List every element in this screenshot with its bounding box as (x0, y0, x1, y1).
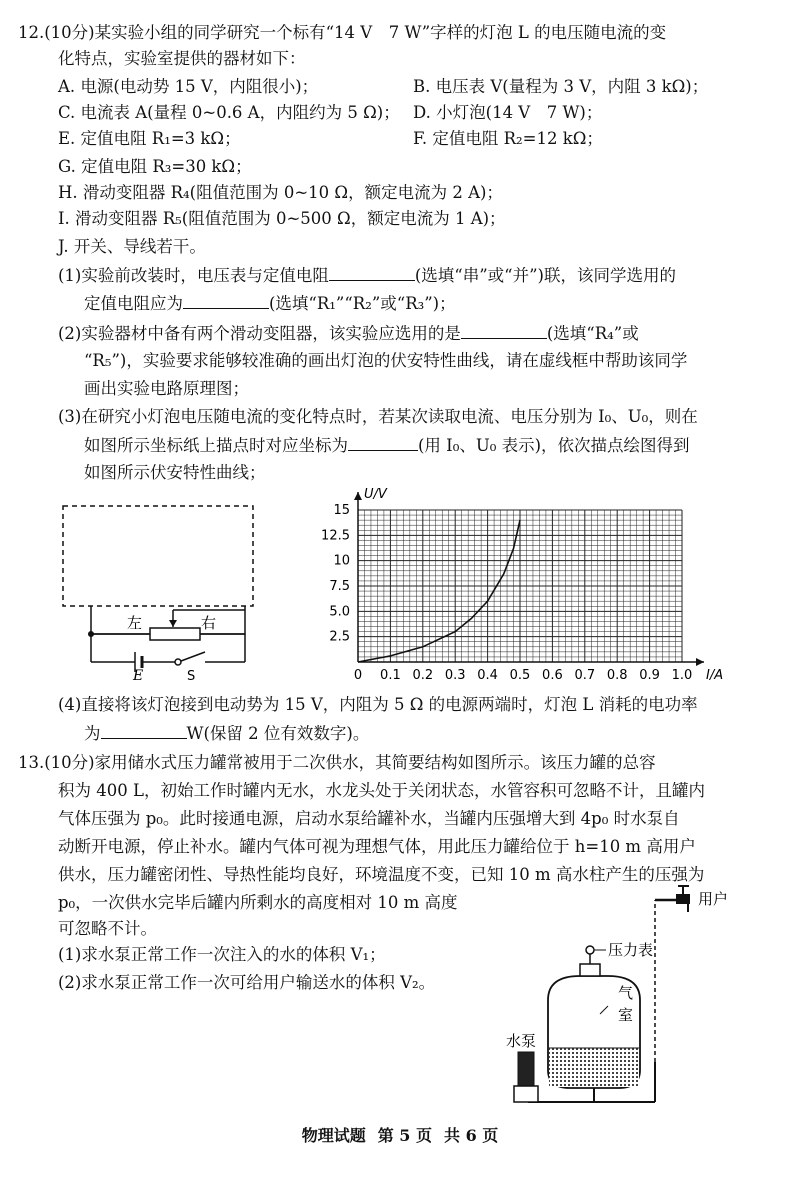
y-axis-label: U/V (364, 487, 387, 502)
q12-header-line (18, 22, 666, 44)
y-tick-label: 10 (333, 553, 350, 569)
blank-power[interactable] (101, 722, 187, 739)
x-tick-label: 0.9 (639, 668, 660, 683)
left-label: 左 (127, 614, 143, 632)
x-axis-arrow (696, 658, 704, 666)
switch-label: S (187, 669, 196, 682)
switch-icon (175, 659, 181, 665)
user-label: 用户 (698, 890, 729, 908)
part1-text-b: (选填“串”或“并”)联，该同学选用的 (414, 266, 676, 285)
item-c: C. 电流表 A(量程 0~0.6 A，内阻约为 5 Ω)； (58, 103, 400, 122)
footer-subject: 物理试题 (301, 1126, 366, 1145)
footer-page: 第 5 页 (377, 1126, 432, 1145)
y-tick-label: 7.5 (329, 579, 350, 594)
x-tick-label: 0.5 (509, 668, 531, 683)
item-f: F. 定值电阻 R₂=12 kΩ； (413, 129, 603, 148)
right-label: 右 (201, 614, 217, 632)
gauge-label: 压力表 (608, 941, 654, 959)
q13-line1 (18, 752, 656, 774)
part4-text-c: W(保留 2 位有效数字)。 (186, 724, 370, 743)
item-a: A. 电源(电动势 15 V，内阻很小)； (58, 77, 319, 96)
emf-label: E (133, 668, 144, 682)
x-tick-label: 0.1 (380, 668, 401, 683)
faucet-icon (676, 894, 690, 904)
item-e: E. 定值电阻 R₁=3 kΩ； (58, 129, 241, 148)
pressure-tank-diagram (500, 880, 760, 1110)
y-tick-label: 5.0 (329, 604, 350, 620)
q13-line7: 可忽略不计。 (58, 919, 157, 938)
q13-text-1: (10分)家用储水式压力罐常被用于二次供水，其简要结构如图所示。该压力罐的总容 (44, 753, 656, 772)
q13-line2: 积为 400 L，初始工作时罐内无水，水龙头处于关闭状态，水管容积可忽略不计，且罐内 (58, 781, 705, 800)
item-d: D. 小灯泡(14 V 7 W)； (413, 103, 603, 122)
part2-text-a: (2)实验器材中备有两个滑动变阻器，该实验应选用的是 (58, 324, 461, 343)
part4-line2 (84, 722, 369, 745)
part2-line3: 画出实验电路原理图； (84, 379, 249, 398)
item-g: G. 定值电阻 R₃=30 kΩ； (58, 157, 252, 176)
part2-text-b: (选填“R₄”或 (546, 324, 639, 343)
item-j: J. 开关、导线若干。 (58, 237, 206, 256)
x-tick-label: 0.7 (574, 668, 596, 683)
part3-text-c: (用 I₀、U₀ 表示)，依次描点绘图得到 (418, 436, 690, 455)
blank-coordinate[interactable] (348, 434, 418, 451)
q13-line3: 气体压强为 p₀。此时接通电源，启动水泵给罐补水，当罐内压强增大到 4p₀ 时水泵自 (58, 809, 680, 828)
air-label-2: 室 (618, 1006, 634, 1024)
item-b: B. 电压表 V(量程为 3 V，内阻 3 kΩ)； (413, 77, 709, 96)
circuit-diagram (55, 502, 280, 682)
blank-series-parallel[interactable] (329, 264, 415, 281)
q12-header-2: 化特点，实验室提供的器材如下： (58, 49, 306, 68)
part1-text-c: 定值电阻应为 (84, 294, 183, 313)
y-tick-label: 12.5 (321, 528, 350, 544)
pump-label: 水泵 (506, 1032, 537, 1050)
q13-line5: 供水，压力罐密闭性、导热性能均良好，环境温度不变，已知 10 m 高水柱产生的压强为 (58, 865, 705, 884)
part3-text-b: 如图所示坐标纸上描点时对应坐标为 (84, 436, 348, 455)
footer-total: 共 6 页 (444, 1126, 499, 1145)
x-axis-label: I/A (706, 668, 724, 683)
part3-line1: (3)在研究小灯泡电压随电流的变化特点时，若某次读取电流、电压分别为 I₀、U₀，则在 (58, 407, 698, 426)
x-tick-label: 0 (353, 668, 363, 683)
pump-icon (518, 1052, 534, 1086)
y-tick-label: 15 (333, 503, 350, 518)
x-tick-label: 0.3 (444, 668, 466, 683)
q12-header: (10分)某实验小组的同学研究一个标有“14 V 7 W”字样的灯泡 L 的电压随电流的变 (44, 23, 667, 42)
x-tick-label: 0.8 (606, 668, 628, 683)
q13-sub1: (1)求水泵正常工作一次注入的水的体积 V₁； (58, 945, 386, 964)
q13-number: 13. (18, 753, 45, 772)
item-h: H. 滑动变阻器 R₄(阻值范围为 0~10 Ω，额定电流为 2 A)； (58, 183, 503, 202)
blank-rheostat-choice[interactable] (461, 322, 547, 339)
x-tick-label: 0.2 (412, 668, 434, 683)
x-tick-label: 0.4 (477, 668, 498, 683)
q13-line4: 动断开电源，停止补水。罐内气体可视为理想气体，用此压力罐给位于 h=10 m 高用户 (58, 837, 696, 856)
part4-text-b: 为 (84, 724, 101, 743)
y-tick-label: 2.5 (329, 629, 350, 645)
blank-resistor-choice[interactable] (183, 292, 269, 309)
page-footer (0, 1123, 800, 1146)
water-level (549, 1048, 639, 1087)
x-tick-label: 1.0 (671, 668, 693, 683)
gauge-icon (586, 946, 594, 954)
part1-line1 (58, 264, 676, 287)
part3-line2 (84, 434, 690, 457)
part4-line1: (4)直接将该灯泡接到电动势为 15 V，内阻为 5 Ω 的电源两端时，灯泡 L 消耗的电功率 (58, 695, 698, 714)
x-tick-label: 0.6 (542, 668, 563, 683)
part1-line2 (84, 292, 456, 315)
q12-number: 12. (18, 23, 45, 42)
y-axis-arrow (354, 492, 362, 500)
air-label-1: 气 (618, 984, 634, 1002)
part1-text-d: (选填“R₁”“R₂”或“R₃”)； (269, 294, 456, 313)
q13-line6: p₀，一次供水完毕后罐内所剩水的高度相对 10 m 高度 (58, 893, 458, 912)
dashed-answer-box[interactable] (63, 506, 253, 606)
part2-line1 (58, 322, 639, 345)
rheostat-symbol (150, 628, 200, 640)
ui-characteristic-chart (318, 480, 738, 695)
part1-text-a: (1)实验前改装时，电压表与定值电阻 (58, 266, 329, 285)
part3-line3: 如图所示伏安特性曲线； (84, 463, 266, 482)
part2-line2: “R₅”)，实验要求能够较准确的画出灯泡的伏安特性曲线，请在虚线框中帮助该同学 (84, 351, 688, 370)
item-i: I. 滑动变阻器 R₅(阻值范围为 0~500 Ω，额定电流为 1 A)； (58, 209, 506, 228)
q13-sub2: (2)求水泵正常工作一次可给用户输送水的体积 V₂。 (58, 973, 436, 992)
